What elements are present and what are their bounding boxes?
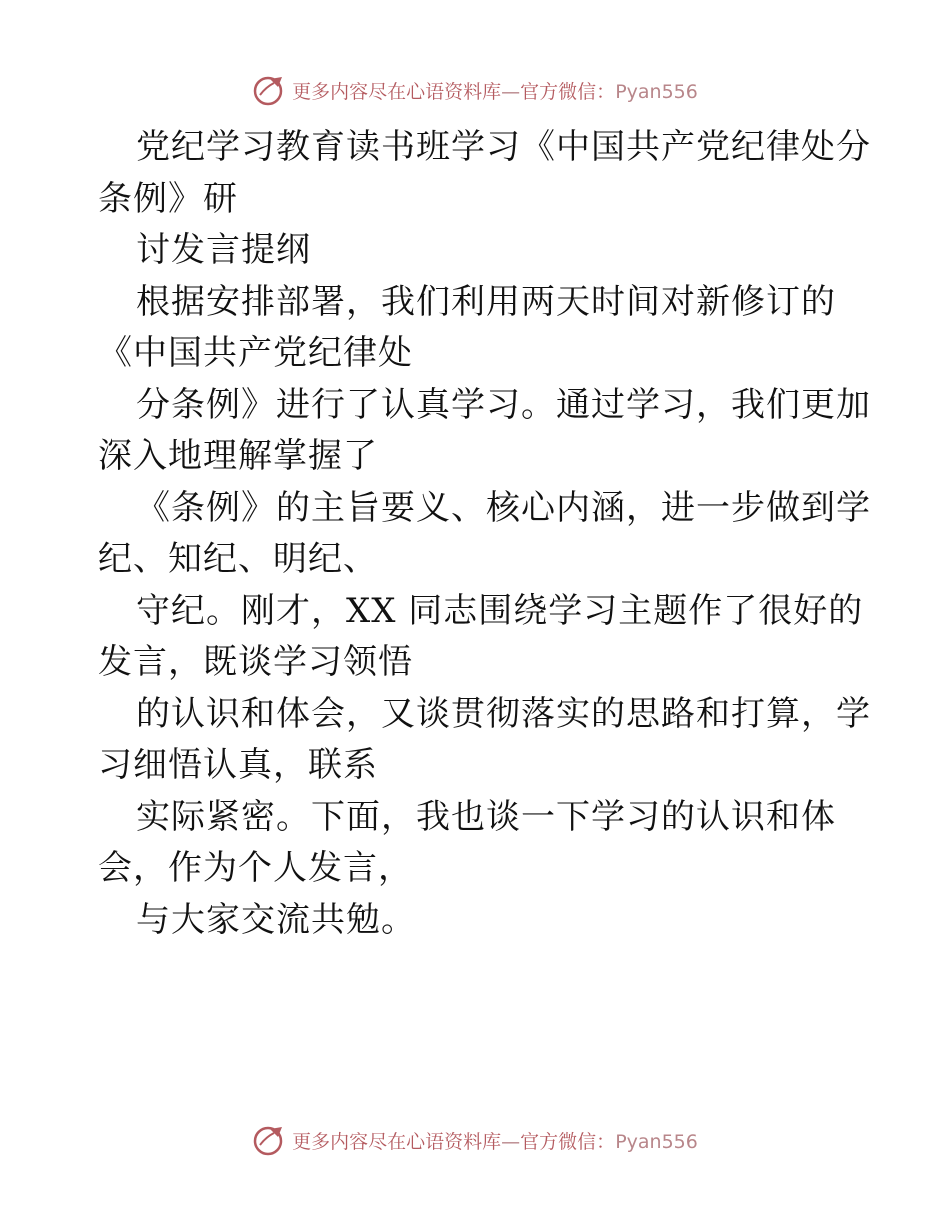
- text-line: 条例》研: [98, 178, 238, 219]
- text-line: 根据安排部署，我们利用两天时间对新修订的: [136, 281, 836, 322]
- watermark-text: [292, 1127, 698, 1154]
- text-line: 守纪。刚才，XX 同志围绕学习主题作了很好的: [136, 590, 864, 631]
- text-line: 《条例》的主旨要义、核心内涵，进一步做到学: [136, 487, 871, 528]
- text-line: 的认识和体会，又谈贯彻落实的思路和打算，学: [136, 693, 871, 734]
- watermark-main: 更多内容尽在心语资料库: [292, 1130, 502, 1153]
- text-line: 习细悟认真，联系: [98, 745, 378, 785]
- watermark-sep: —: [501, 1130, 521, 1153]
- text-line: 纪、知纪、明纪、: [98, 539, 378, 579]
- footer-watermark: [0, 1120, 950, 1160]
- watermark-wechat: 官方微信：: [520, 1130, 616, 1153]
- watermark-main: 更多内容尽在心语资料库: [292, 80, 502, 103]
- text-line: 深入地理解掌握了: [98, 436, 378, 476]
- watermark-id: Pyan556: [615, 80, 698, 103]
- text-line: 会，作为个人发言，: [98, 848, 413, 888]
- pen-logo-icon: [252, 73, 286, 107]
- text-line: 发言，既谈学习领悟: [98, 642, 413, 682]
- document-body: [98, 122, 871, 946]
- watermark-wechat: 官方微信：: [520, 80, 616, 103]
- text-line: 讨发言提纲: [136, 230, 311, 270]
- text-line: 党纪学习教育读书班学习《中国共产党纪律处分: [136, 127, 871, 167]
- header-watermark: [0, 70, 950, 110]
- text-line: 分条例》进行了认真学习。通过学习，我们更加: [136, 384, 871, 425]
- watermark-sep: —: [501, 80, 521, 103]
- pen-logo-icon: [252, 1123, 286, 1157]
- text-line: 实际紧密。下面，我也谈一下学习的认识和体: [136, 796, 836, 837]
- text-line: 与大家交流共勉。: [136, 899, 416, 940]
- watermark-group: [252, 73, 698, 107]
- text-line: 《中国共产党纪律处: [98, 333, 413, 373]
- watermark-group: [252, 1123, 698, 1157]
- watermark-id: Pyan556: [615, 1130, 698, 1153]
- watermark-text: [292, 77, 698, 104]
